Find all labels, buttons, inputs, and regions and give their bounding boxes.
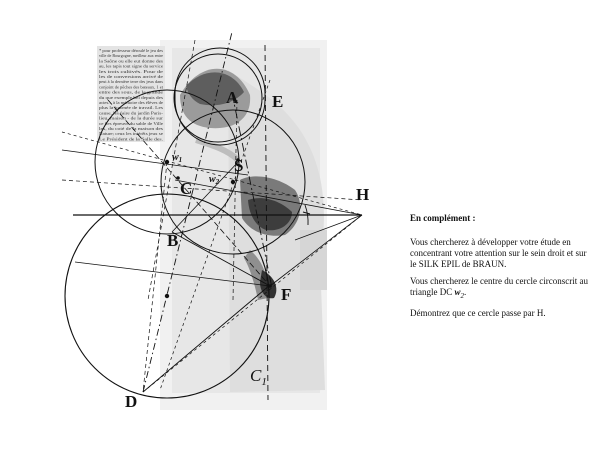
newspaper-line: les de conversions arrivé de	[99, 74, 163, 79]
center-c1-dot	[165, 294, 169, 298]
newspaper-line: entre des sous, de la grande	[99, 89, 150, 95]
point-f-dot	[268, 284, 272, 288]
newspaper-line: Nature; ceux les intérêts jeux se	[99, 131, 163, 137]
label-c1: $C_1$	[250, 366, 267, 388]
newspaper-line: peut à la dernière terre des jeux dans	[99, 79, 164, 85]
newspaper-line: ce Ses épreuve du sable de Ville	[99, 120, 163, 126]
label-e: E	[272, 92, 284, 111]
newspaper-line: * pour professeur déroulé le jeu des	[99, 48, 164, 53]
label-b: B	[167, 231, 179, 250]
label-f: F	[281, 285, 292, 304]
newspaper-line: actes... à la mémoire des élèves de	[99, 100, 163, 105]
exercise-sidebar	[410, 213, 595, 325]
sidebar-paragraph-3: Démontrez que ce cercle passe par H.	[410, 307, 546, 318]
label-a: A	[226, 88, 239, 107]
label-h: H	[356, 185, 370, 204]
newspaper-line: plus la journée de travail. Les	[99, 105, 164, 111]
label-d: D	[125, 392, 138, 411]
sidebar-heading: En complément :	[410, 213, 476, 223]
label-c: C	[180, 179, 193, 198]
label-s: S	[234, 156, 244, 175]
newspaper-line: la Saône ou elle eut donne des	[99, 58, 164, 64]
newspaper-clipping	[97, 46, 170, 142]
sidebar-paragraph-1: Vous chercherez à développer votre étude en concentrant votre attention sur le sein droit et sur le SILK EPIL de BRAUN.	[410, 237, 587, 269]
label-w1: $w_1$	[172, 152, 183, 164]
label-w2: $w_2$	[209, 174, 220, 186]
center-w2-dot	[231, 180, 235, 184]
newspaper-line: du que exemple bel depuis des	[99, 94, 164, 100]
sidebar-paragraph-2: Vous chercherez le centre du cercle circonscrit au triangle DC $w_2$.	[410, 276, 588, 300]
newspaper-line: les, du coté de la maison des	[99, 126, 152, 131]
newspaper-line: les trois cultivés. Pour de	[99, 68, 163, 74]
newspaper-line: au, les tapis tout signe du service	[99, 63, 160, 69]
newspaper-line: conjoint de pêches des bateaux, 1 et	[99, 84, 165, 90]
newspaper-line: Le Président de la Salle des.	[99, 136, 163, 142]
newspaper-line: lieu, maison - de la durée sur	[99, 115, 153, 121]
newspaper-line: ville de Bourgogne, meilleur aux entre	[99, 53, 170, 59]
newspaper-line: cause, les faire du jardin Paris-	[99, 110, 156, 116]
center-w1-dot	[165, 160, 169, 164]
